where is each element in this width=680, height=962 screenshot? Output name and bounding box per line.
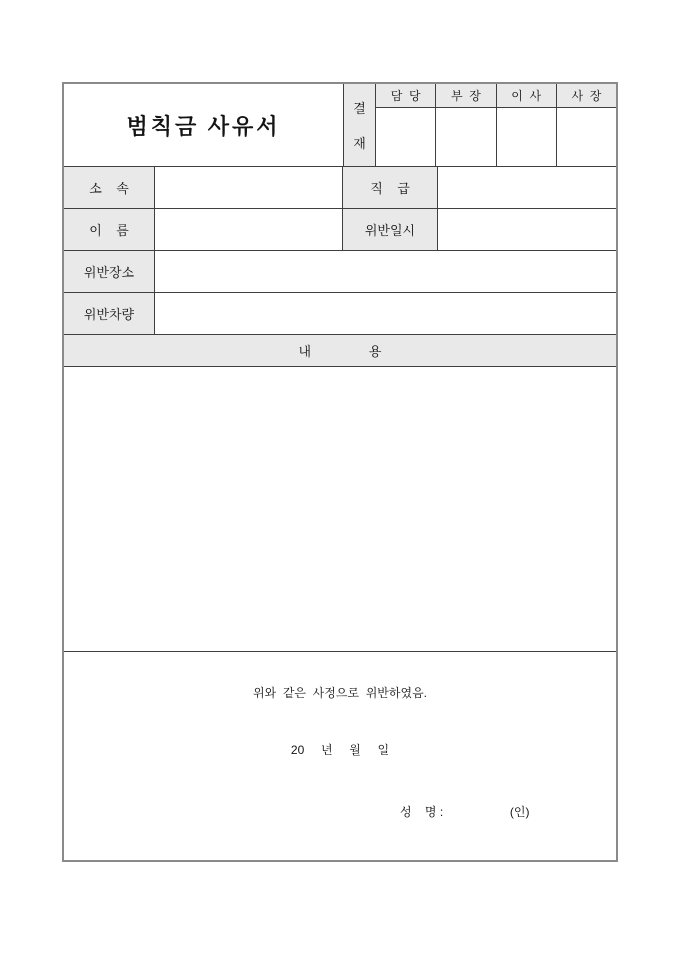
footer-statement: 위와 같은 사정으로 위반하였음. <box>252 686 428 700</box>
content-header-row <box>64 335 616 367</box>
content-header-label: 내 용 <box>64 335 616 366</box>
violation-place-input-cell[interactable] <box>155 251 616 292</box>
approval-col-manager <box>436 84 496 166</box>
approval-stamp-char-top: 결 <box>353 101 366 116</box>
form-title: 범칙금 사유서 <box>126 113 281 139</box>
approval-header-manager: 부 장 <box>436 84 495 108</box>
approval-sign-cell-manager[interactable] <box>436 108 495 166</box>
name-label: 이 름 <box>64 209 155 250</box>
department-label: 소 속 <box>64 167 155 208</box>
violation-vehicle-row <box>64 293 616 335</box>
approval-col-president <box>557 84 616 166</box>
form-title-cell <box>64 84 344 166</box>
footer-date-line: 20 년 월 일 <box>290 743 390 757</box>
header-row <box>64 84 616 167</box>
approval-sign-cell-staff[interactable] <box>376 108 435 166</box>
position-input-cell[interactable] <box>438 167 616 208</box>
department-position-row <box>64 167 616 209</box>
footer-signature-line: 성 명 : (인) <box>400 805 530 819</box>
footer-row <box>64 652 616 860</box>
approval-header-staff: 담 당 <box>376 84 435 108</box>
penalty-reason-form <box>62 82 618 862</box>
approval-header-president: 사 장 <box>557 84 616 108</box>
approval-header-director: 이 사 <box>497 84 556 108</box>
approval-stamp-label-cell <box>344 84 376 166</box>
approval-sign-cell-president[interactable] <box>557 108 616 166</box>
violation-vehicle-label: 위반차량 <box>64 293 155 334</box>
approval-sign-cell-director[interactable] <box>497 108 556 166</box>
violation-date-input-cell[interactable] <box>438 209 616 250</box>
approval-grid <box>376 84 616 166</box>
approval-col-staff <box>376 84 436 166</box>
violation-vehicle-input-cell[interactable] <box>155 293 616 334</box>
violation-date-label: 위반일시 <box>343 209 438 250</box>
content-area-row <box>64 367 616 652</box>
department-input-cell[interactable] <box>155 167 343 208</box>
position-label: 직 급 <box>343 167 438 208</box>
approval-col-director <box>497 84 557 166</box>
violation-place-row <box>64 251 616 293</box>
name-input-cell[interactable] <box>155 209 343 250</box>
footer-cell <box>64 652 616 860</box>
violation-place-label: 위반장소 <box>64 251 155 292</box>
content-input-area[interactable] <box>64 367 616 651</box>
name-violationdate-row <box>64 209 616 251</box>
approval-stamp-char-bottom: 재 <box>353 136 366 151</box>
